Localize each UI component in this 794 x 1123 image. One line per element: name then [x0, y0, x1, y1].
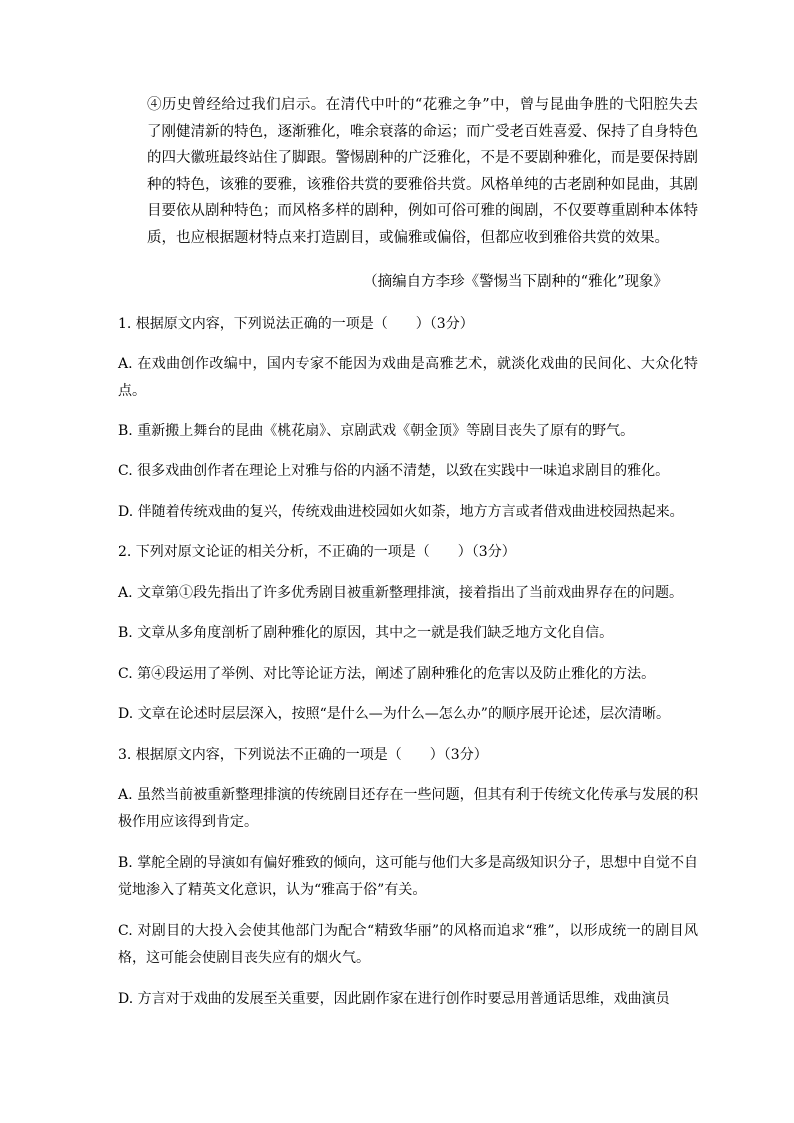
question-3-option-d: D. 方言对于戏曲的发展至关重要，因此剧作家在进行创作时要忌用普通话思维，戏曲演员 — [118, 991, 670, 1007]
question-2-option-c: C. 第④段运用了举例、对比等论证方法，阐述了剧种雅化的危害以及防止雅化的方法。 — [118, 666, 656, 682]
question-1-option-b: B. 重新搬上舞台的昆曲《桃花扇》、京剧武戏《朝金顶》等剧目丧失了原有的野气。 — [118, 423, 635, 439]
question-2-stem: 2. 下列对原文论证的相关分析，不正确的一项是（ ）（3分） — [118, 544, 516, 560]
question-3-option-b: B. 掌舵全剧的导演如有偏好雅致的倾向，这可能与他们大多是高级知识分子，思想中自觉不自觉地渗入了精英文化意识，认为“雅高于俗”有关。 — [118, 855, 698, 898]
question-3-stem: 3. 根据原文内容，下列说法不正确的一项是（ ）（3分） — [118, 747, 488, 763]
question-2-option-a: A. 文章第①段先指出了许多优秀剧目被重新整理排演，接着指出了当前戏曲界存在的问题。 — [118, 585, 684, 601]
question-2-option-b: B. 文章从多角度剖析了剧种雅化的原因，其中之一就是我们缺乏地方文化自信。 — [118, 625, 614, 641]
question-1-stem: 1. 根据原文内容，下列说法正确的一项是（ ）（3分） — [118, 316, 474, 332]
question-3-option-c: C. 对剧目的大投入会使其他部门为配合“精致华丽”的风格而追求“雅”，以形成统一的剧目风格，这可能会使剧目丧失应有的烟火气。 — [118, 923, 698, 966]
passage-source: （摘编自方李珍《警惕当下剧种的“雅化”现象》 — [363, 274, 668, 290]
question-1-option-a: A. 在戏曲创作改编中，国内专家不能因为戏曲是高雅艺术，就淡化戏曲的民间化、大众化特点。 — [118, 356, 698, 399]
question-2-option-d: D. 文章在论述时层层深入，按照“是什么—为什么—怎么办”的顺序展开论述，层次清晰。 — [118, 706, 670, 722]
question-3-option-a: A. 虽然当前被重新整理排演的传统剧目还存在一些问题，但其有利于传统文化传承与发展的积极作用应该得到肯定。 — [118, 787, 698, 830]
question-1-option-c: C. 很多戏曲创作者在理论上对雅与俗的内涵不清楚，以致在实践中一味追求剧目的雅化。 — [118, 463, 670, 479]
passage-paragraph-4: ④历史曾经给过我们启示。在清代中叶的“花雅之争”中，曾与昆曲争胜的弋阳腔失去了刚健清新的特色，逐渐雅化，唯余衰落的命运；而广受老百姓喜爱、保持了自身特色的四大徽班最终站住了脚跟。警惕剧种的广泛雅化，不是不要剧种雅化，而是要保持剧种的特色，该雅的要雅，该雅俗共赏的要雅俗共赏。风格单纯的古老剧种如昆曲，其剧目要依从剧种特色；而风格多样的剧种，例如可俗可雅的闽剧，不仅要尊重剧种本体特质，也应根据题材特点来打造剧目，或偏雅或偏俗，但都应收到雅俗共赏的效果。 — [147, 97, 698, 246]
question-1-option-d: D. 伴随着传统戏曲的复兴，传统戏曲进校园如火如荼，地方方言或者借戏曲进校园热起来。 — [118, 504, 684, 520]
